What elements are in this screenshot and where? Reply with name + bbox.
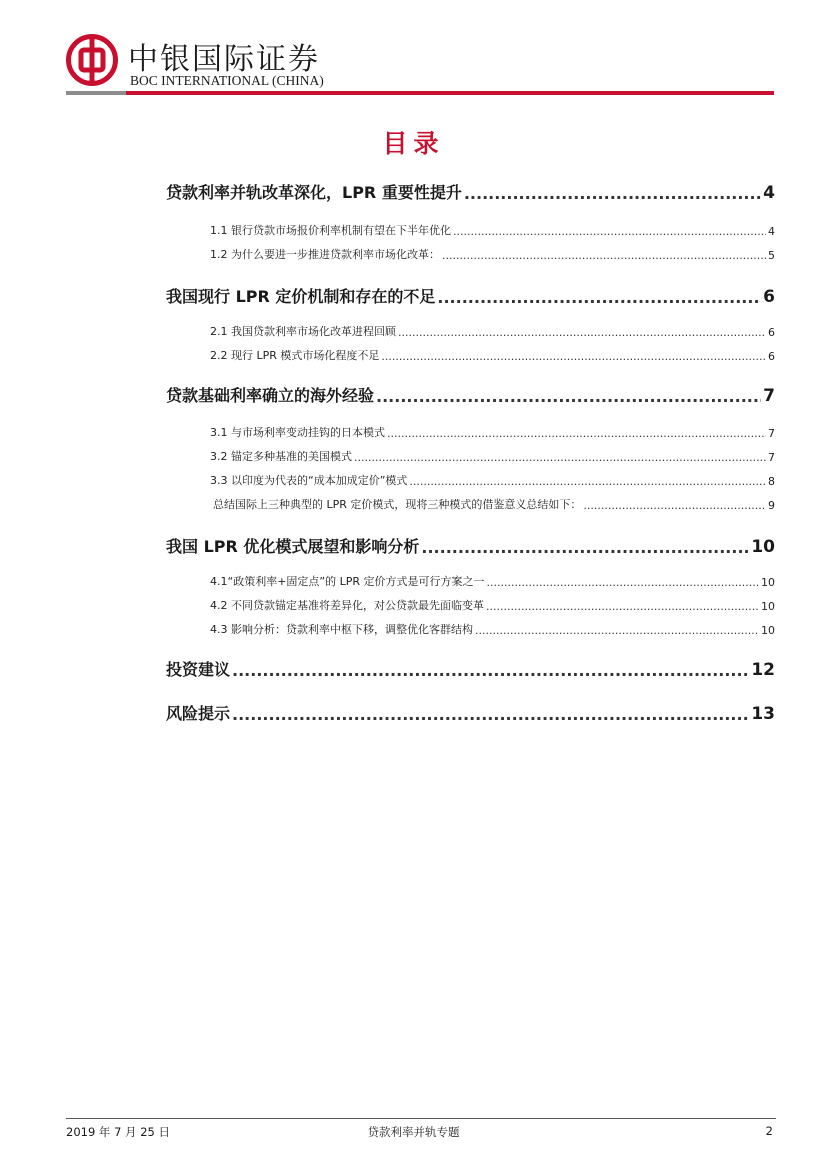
toc-entry-text: 贷款利率并轨改革深化，LPR 重要性提升 [166,183,462,202]
toc-entry-level2[interactable] [210,222,775,238]
toc-entry-page: 6 [768,350,775,363]
toc-entry-text: 4.2 不同贷款锚定基准将差异化，对公贷款最先面临变革 [210,599,484,612]
toc-entry-text: 3.3 以印度为代表的“成本加成定价”模式 [210,474,408,487]
toc-leader-dots [354,451,766,464]
toc-entry-text: 我国现行 LPR 定价机制和存在的不足 [166,287,436,306]
brand-name-cn: 中银国际证券 [128,42,320,77]
toc-entry-page: 7 [763,386,775,406]
toc-entry-text: 1.1 银行贷款市场报价利率机制有望在下半年优化 [210,224,451,237]
toc-entry-level2[interactable] [210,573,775,589]
toc-entry-page: 13 [751,704,775,724]
toc-entry-text: 投资建议 [166,660,231,679]
toc-entry-level2[interactable] [210,424,775,440]
toc-entry-level2[interactable] [210,246,775,262]
footer-date: 2019 年 7 月 25 日 [66,1125,170,1139]
toc-leader-dots [583,499,766,512]
toc-entry-page: 7 [768,451,775,464]
toc-leader-dots [232,705,749,724]
toc-entry-page: 9 [768,499,775,512]
toc-entry-level2[interactable] [213,496,775,512]
toc-entry-page: 10 [751,537,775,557]
header-rule-gray [66,91,126,95]
toc-entry-text: 我国 LPR 优化模式展望和影响分析 [166,537,420,556]
toc-entry-page: 10 [761,576,775,589]
toc-leader-dots [486,600,759,613]
toc-entry-level2[interactable] [210,597,775,613]
toc-entry-level2[interactable] [210,621,775,637]
toc-entry-text: 2.1 我国贷款利率市场化改革进程回顾 [210,325,396,338]
toc-entry-page: 10 [761,624,775,637]
toc-entry-text: 1.2 为什么要进一步推进贷款利率市场化改革： [210,248,440,261]
toc-leader-dots [487,576,759,589]
brand-name-en: BOC INTERNATIONAL (CHINA) [130,73,324,88]
toc-entry-level1[interactable] [166,179,775,203]
toc-entry-page: 12 [751,660,775,680]
toc-entry-level2[interactable] [210,448,775,464]
toc-leader-dots [437,288,761,307]
toc-entry-text: 3.1 与市场利率变动挂钩的日本模式 [210,426,385,439]
toc-entry-page: 8 [768,475,775,488]
toc-entry-level1[interactable] [166,700,775,724]
toc-leader-dots [421,538,749,557]
toc-entry-page: 6 [763,287,775,307]
toc-entry-text: 贷款基础利率确立的海外经验 [166,386,375,405]
toc-entry-level2[interactable] [210,347,775,363]
toc-entry-level2[interactable] [210,472,775,488]
toc-leader-dots [453,225,766,238]
footer-topic: 贷款利率并轨专题 [367,1125,460,1139]
toc-leader-dots [387,427,766,440]
toc-entry-text: 4.3 影响分析：贷款利率中枢下移，调整优化客群结构 [210,623,473,636]
toc-entry-level1[interactable] [166,533,775,557]
toc-title: 目录 [382,129,445,158]
toc-entry-page: 4 [763,183,775,203]
toc-leader-dots [464,184,761,203]
footer-rule [66,1118,776,1119]
toc-leader-dots [376,387,761,406]
toc-entry-text: 总结国际上三种典型的 LPR 定价模式，现将三种模式的借鉴意义总结如下： [213,498,582,511]
toc-entry-text: 风险提示 [166,704,231,723]
toc-entry-level2[interactable] [210,323,775,339]
toc-leader-dots [398,326,766,339]
toc-entry-level1[interactable] [166,656,775,680]
toc-entry-page: 4 [768,225,775,238]
toc-leader-dots [442,249,766,262]
header-rule-red [126,91,774,95]
toc-entry-page: 6 [768,326,775,339]
toc-entry-level1[interactable] [166,382,775,406]
toc-leader-dots [381,350,766,363]
toc-leader-dots [232,661,749,680]
toc-entry-page: 5 [768,249,775,262]
toc-entry-text: 3.2 锚定多种基准的美国模式 [210,450,352,463]
page-number: 2 [765,1124,773,1138]
toc-leader-dots [475,624,759,637]
boc-logo-icon [66,34,118,86]
toc-leader-dots [409,475,766,488]
toc-entry-page: 7 [768,427,775,440]
toc-entry-text: 4.1“政策利率+固定点”的 LPR 定价方式是可行方案之一 [210,575,485,588]
toc-entry-page: 10 [761,600,775,613]
toc-entry-level1[interactable] [166,283,775,307]
toc-entry-text: 2.2 现行 LPR 模式市场化程度不足 [210,349,380,362]
